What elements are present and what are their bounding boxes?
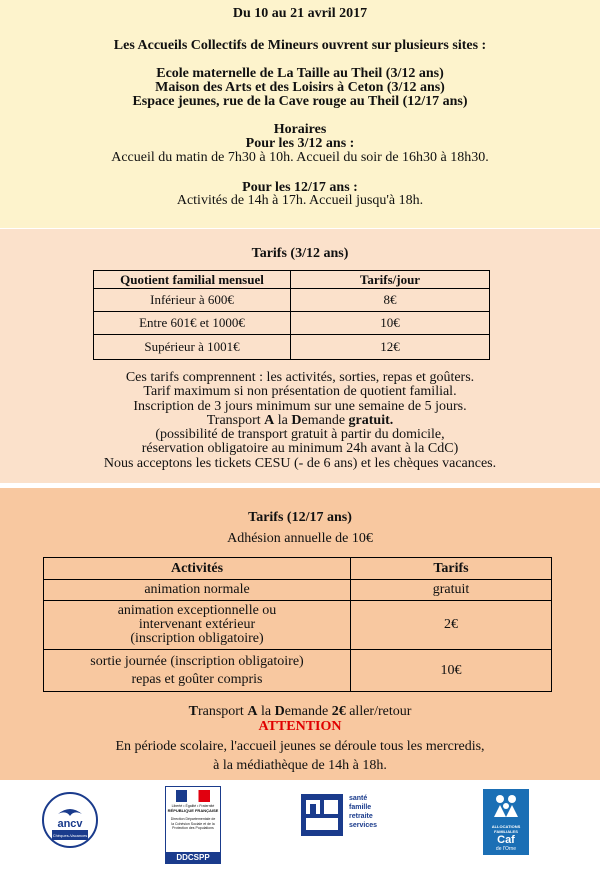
adhesion-text: Adhésion annuelle de 10€ bbox=[227, 531, 373, 546]
info-line-2: à la médiathèque de 14h à 18h. bbox=[213, 758, 387, 773]
attention-label: ATTENTION bbox=[258, 719, 342, 734]
ancv-text: ancv bbox=[57, 818, 83, 830]
ancv-badge-icon bbox=[42, 792, 98, 848]
msa-text bbox=[349, 794, 377, 830]
table-cell: 2€ bbox=[351, 601, 552, 650]
transport-price: 2€ bbox=[331, 704, 346, 719]
transport-prefix: Transport bbox=[206, 413, 261, 428]
column-header: Tarifs/jour bbox=[291, 271, 490, 289]
table-cell: Entre 601€ et 1000€ bbox=[94, 312, 291, 335]
table-cell: gratuit bbox=[351, 580, 552, 601]
intro-text: Les Accueils Collectifs de Mineurs ouvrent sur plusieurs sites : bbox=[113, 38, 487, 53]
table-cell: 8€ bbox=[291, 289, 490, 312]
info-section bbox=[0, 0, 600, 228]
site-2: Maison des Arts et des Loisirs à Ceton (3/12 ans) bbox=[155, 80, 445, 95]
table-cell bbox=[44, 650, 351, 692]
msa-logo bbox=[301, 794, 393, 836]
table-row bbox=[94, 312, 490, 335]
tarifs-teen-title: Tarifs (12/17 ans) bbox=[248, 510, 352, 525]
table-header-row bbox=[94, 271, 490, 289]
transport-a: A bbox=[247, 704, 258, 719]
tarifs-small-title: Tarifs (3/12 ans) bbox=[251, 246, 349, 261]
tarifs-teen-table bbox=[43, 557, 552, 692]
site-1: Ecole maternelle de La Taille au Theil (3/12 ans) bbox=[156, 66, 444, 81]
republique-text: RÉPUBLIQUE FRANÇAISE bbox=[167, 808, 219, 813]
table-cell: 10€ bbox=[351, 650, 552, 692]
transport-rest2: emande bbox=[284, 704, 329, 719]
column-header: Tarifs bbox=[351, 558, 552, 580]
transport-t: T bbox=[188, 704, 198, 719]
teen-transport-line bbox=[0, 704, 600, 719]
cell-line: animation exceptionnelle ou bbox=[117, 603, 277, 618]
motto-text: Liberté • Égalité • Fraternité bbox=[171, 804, 215, 808]
group2-title: Pour les 12/17 ans : bbox=[242, 180, 358, 195]
table-cell bbox=[44, 601, 351, 650]
msa-line: famille bbox=[349, 804, 372, 811]
table-row bbox=[94, 289, 490, 312]
transport-mid: la bbox=[277, 413, 288, 428]
flag-icon bbox=[176, 790, 210, 802]
table-cell: 12€ bbox=[291, 335, 490, 360]
table-cell: Supérieur à 1001€ bbox=[94, 335, 291, 360]
msa-mark-icon bbox=[301, 794, 343, 836]
table-header-row bbox=[44, 558, 552, 580]
transport-mid: la bbox=[260, 704, 272, 719]
transport-d: D bbox=[274, 704, 285, 719]
table-cell: Inférieur à 600€ bbox=[94, 289, 291, 312]
note-1: Ces tarifs comprennent : les activités, sorties, repas et goûters. bbox=[125, 370, 475, 385]
cesu-text: Nous acceptons les tickets CESU (- de 6 ans) et les chèques vacances. bbox=[103, 456, 497, 471]
caf-sub-text: de l'Orne bbox=[495, 846, 517, 852]
table-cell: 10€ bbox=[291, 312, 490, 335]
note-3: Inscription de 3 jours minimum sur une semaine de 5 jours. bbox=[133, 399, 467, 414]
cell-line: sortie journée (inscription obligatoire) bbox=[90, 653, 304, 669]
tarifs-12-17-section bbox=[0, 488, 600, 780]
ancv-logo bbox=[42, 792, 98, 848]
caf-top-text: ALLOCATIONS FAMILIALES bbox=[491, 824, 521, 834]
table-cell: animation normale bbox=[44, 580, 351, 601]
site-3: Espace jeunes, rue de la Cave rouge au Theil (12/17 ans) bbox=[132, 94, 468, 109]
transport-line bbox=[0, 413, 600, 428]
table-row bbox=[44, 580, 552, 601]
ddcspp-label: DDCSPP bbox=[166, 852, 220, 863]
ddcspp-logo bbox=[165, 786, 221, 864]
ddcspp-desc: Direction Départementale de la Cohésion Sociale et de la Protection des Populations bbox=[170, 817, 216, 830]
caf-logo bbox=[483, 789, 529, 855]
logos-footer bbox=[0, 780, 600, 871]
caf-family-icon bbox=[491, 793, 521, 819]
msa-line: services bbox=[349, 822, 378, 829]
note-2: Tarif maximum si non présentation de quotient familial. bbox=[143, 384, 457, 399]
dates-heading: Du 10 au 21 avril 2017 bbox=[232, 6, 368, 21]
group1-text: Accueil du matin de 7h30 à 10h. Accueil du soir de 16h30 à 18h30. bbox=[111, 150, 489, 165]
cell-line: intervenant extérieur bbox=[138, 617, 256, 632]
tarifs-small-table bbox=[93, 270, 490, 360]
cell-line: (inscription obligatoire) bbox=[130, 631, 264, 646]
transport-detail-1: (possibilité de transport gratuit à partir du domicile, bbox=[155, 427, 445, 442]
table-row bbox=[94, 335, 490, 360]
transport-rest: emande bbox=[301, 413, 346, 428]
info-line-1: En période scolaire, l'accueil jeunes se déroule tous les mercredis, bbox=[115, 739, 485, 754]
group1-title: Pour les 3/12 ans : bbox=[245, 136, 355, 151]
tarifs-3-12-section bbox=[0, 229, 600, 483]
transport-rest: ransport bbox=[197, 704, 244, 719]
table-row bbox=[44, 650, 552, 692]
ancv-sub-text: Chèques-Vacances bbox=[52, 833, 88, 838]
horaires-title: Horaires bbox=[273, 122, 327, 137]
column-header: Activités bbox=[44, 558, 351, 580]
transport-free: gratuit. bbox=[348, 413, 394, 428]
transport-a: A bbox=[264, 413, 275, 428]
group2-text: Activités de 14h à 17h. Accueil jusqu'à 18h. bbox=[176, 193, 424, 208]
msa-line: santé bbox=[349, 795, 368, 802]
table-row bbox=[44, 601, 552, 650]
msa-line: retraite bbox=[349, 813, 373, 820]
cell-line: repas et goûter compris bbox=[131, 671, 263, 687]
column-header: Quotient familial mensuel bbox=[94, 271, 291, 289]
transport-detail-2: réservation obligatoire au minimum 24h avant à la CdC) bbox=[141, 441, 459, 456]
transport-suffix: aller/retour bbox=[349, 704, 412, 719]
caf-text: Caf bbox=[497, 834, 515, 846]
transport-d: D bbox=[291, 413, 302, 428]
